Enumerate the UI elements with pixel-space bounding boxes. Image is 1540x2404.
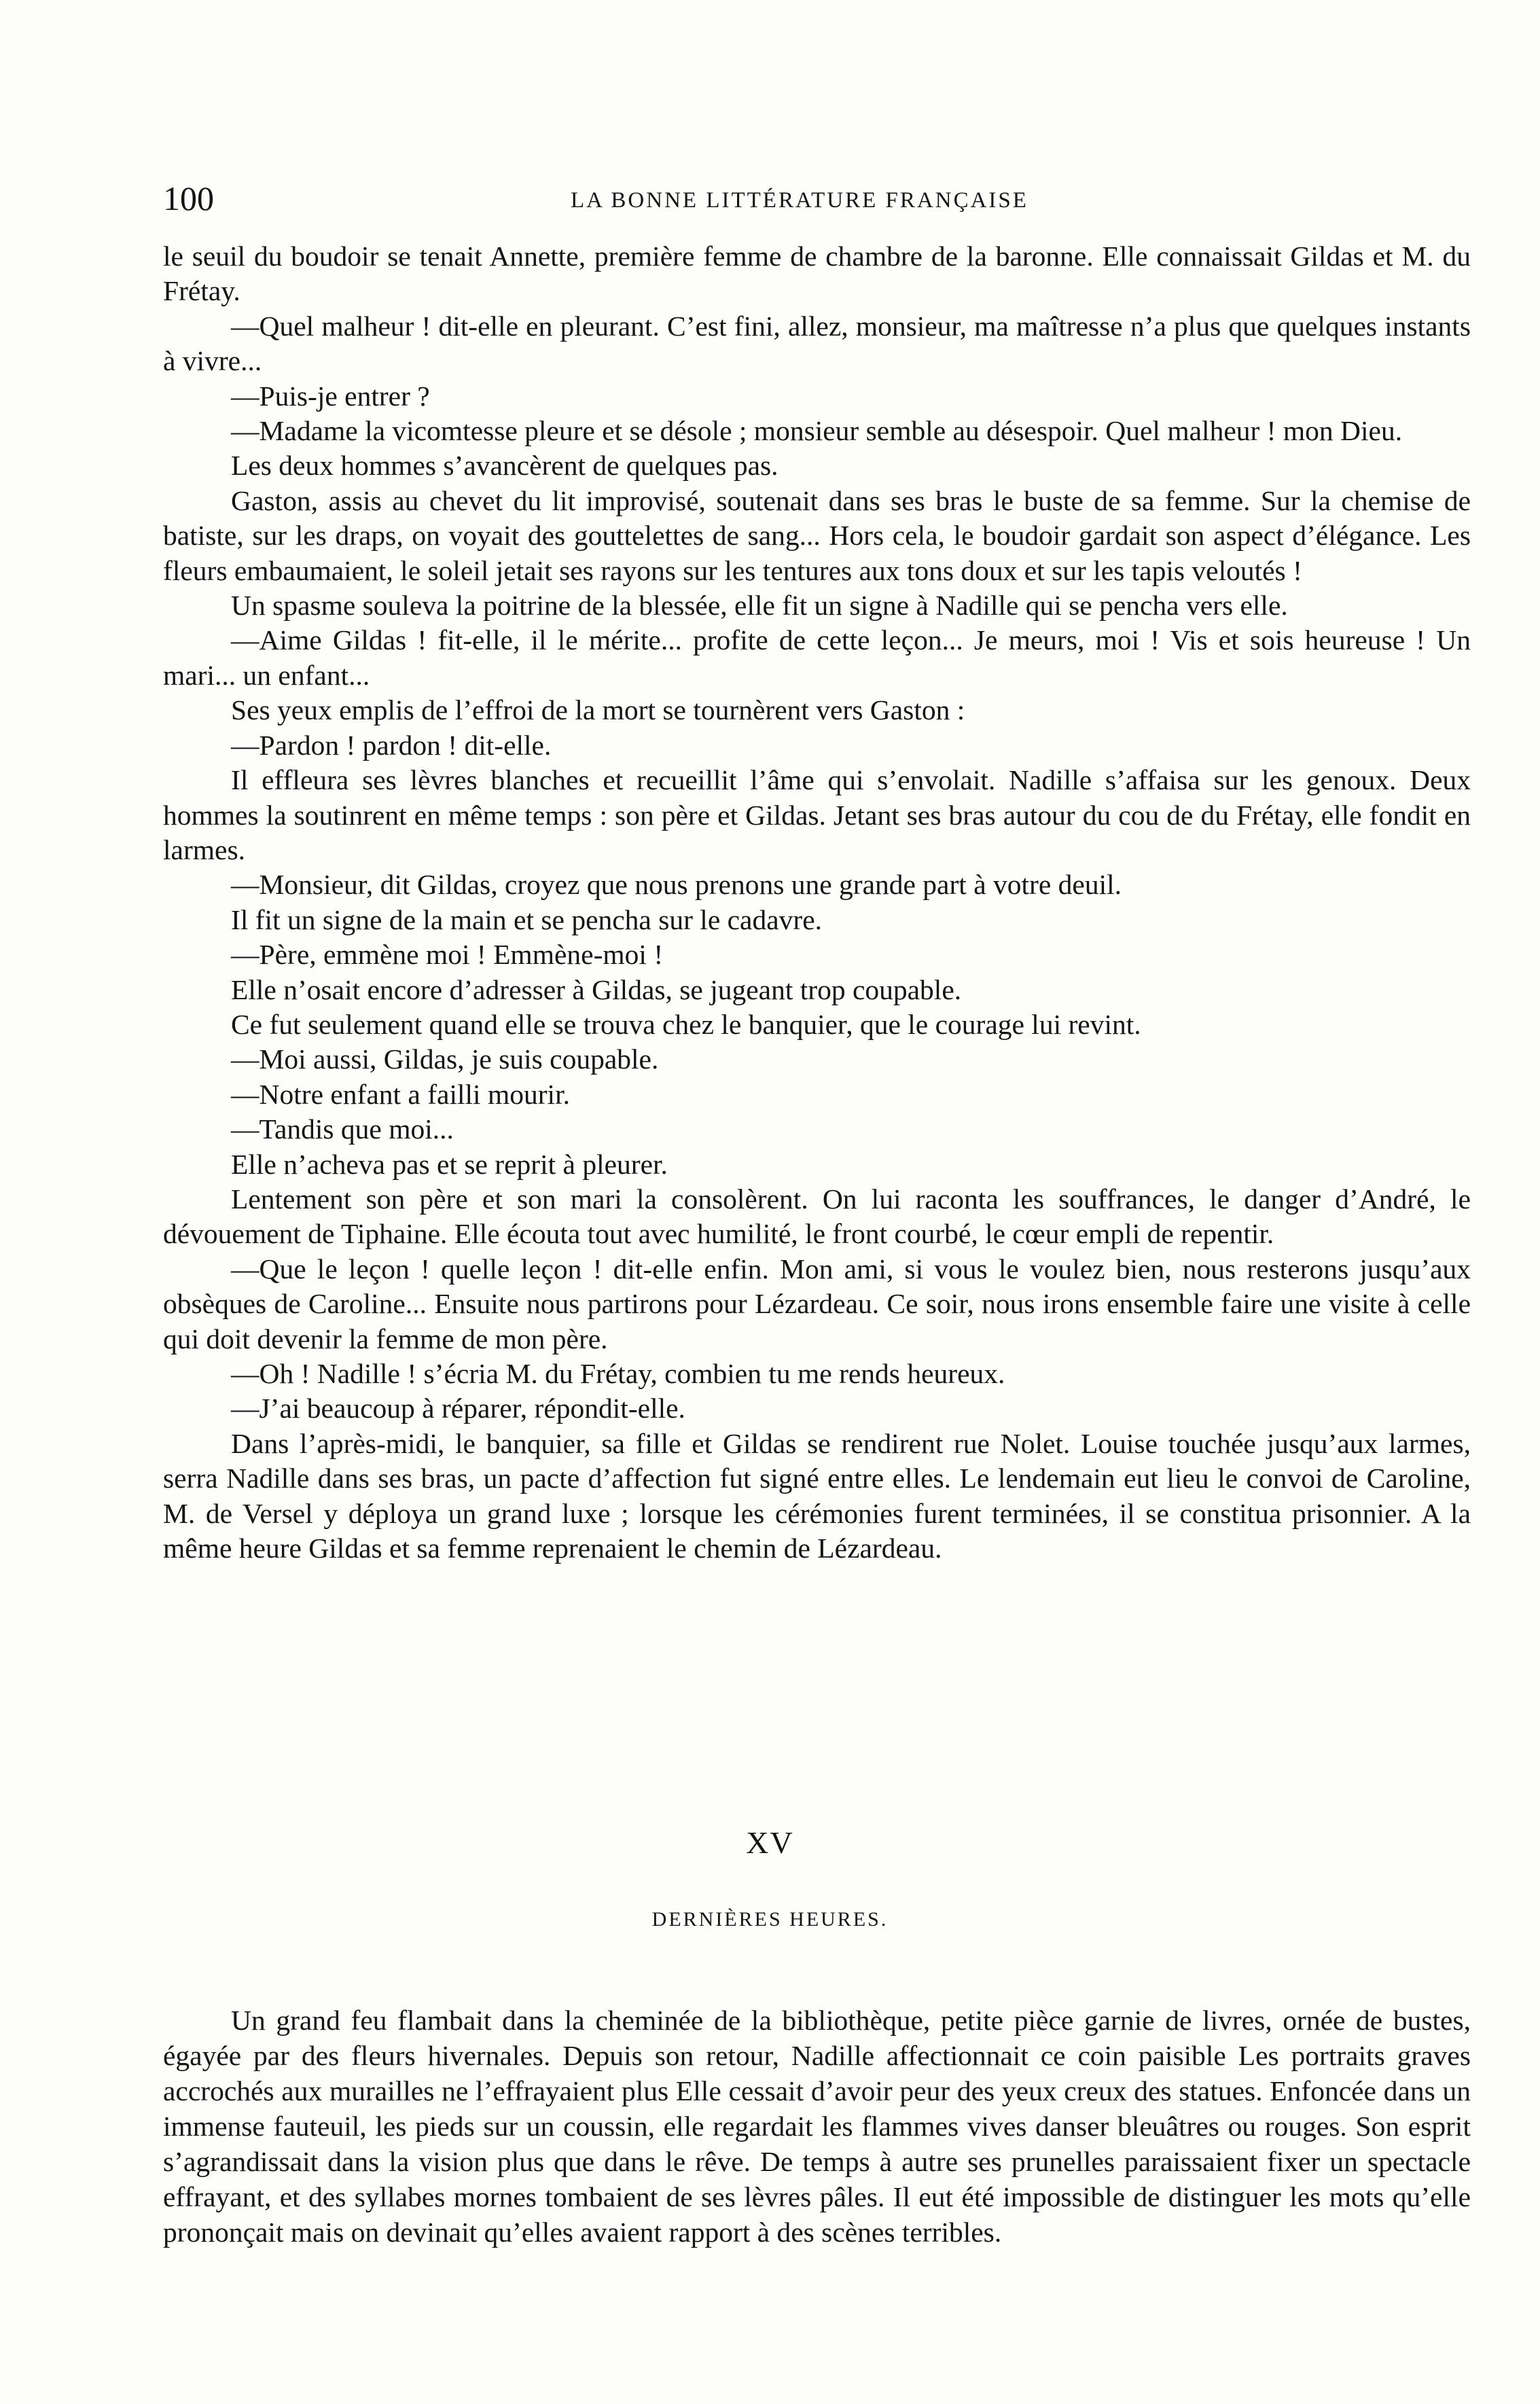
book-title: LA BONNE LITTÉRATURE FRANÇAISE: [571, 188, 1028, 213]
paragraph: Un spasme souleva la poitrine de la blessée, elle fit un signe à Nadille qui se pencha vers elle.: [231, 590, 1288, 622]
paragraph: —Puis-je entrer ?: [231, 380, 430, 412]
paragraph: —Aime Gildas ! fit-elle, il le mérite... profite de cette leçon... Je meurs, moi ! Vis et sois heureuse ! Un mari... un enfant...: [163, 624, 1471, 691]
paragraph: —Pardon ! pardon ! dit-elle.: [231, 729, 552, 761]
paragraph: —Quel malheur ! dit-elle en pleurant. C’est fini, allez, monsieur, ma maîtresse n’a plus que quelques instants à vivre...: [163, 310, 1471, 377]
paragraph: Un grand feu flambait dans la cheminée de la bibliothèque, petite pièce garnie de livres, ornée de bustes, égayée par des fleurs hivernales. Depuis son retour, Nadille affectionnait ce coin paisible Les portraits graves accrochés aux murailles ne l’effrayaient plus Elle cessait d’avoir peur des yeux creux des statues. Enfoncée dans un immense fauteuil, les pieds sur un coussin, elle regardait les flammes vives danser bleuâtres ou rouges. Son esprit s’agrandissait dans la vision plus que dans le rêve. De temps à autre ses prunelles paraissaient fixer un spectacle effrayant, et des syllabes mornes tombaient de ses lèvres pâles. Il eut été impossible de distinguer les mots qu’elle prononçait mais on devinait qu’elles avaient rapport à des scènes terribles.: [163, 2005, 1471, 2248]
paragraph: Elle n’acheva pas et se reprit à pleurer.: [231, 1148, 668, 1180]
page-number: 100: [163, 179, 214, 217]
paragraph: Gaston, assis au chevet du lit improvisé, soutenait dans ses bras le buste de sa femme. Sur la chemise de batiste, sur les draps, on voyait des gouttelettes de sang... Hors cela, le boudoir gardait son aspect d’élégance. Les fleurs embaumaient, le soleil jetait ses rayons sur les tentures aux tons doux et sur les tapis veloutés !: [163, 484, 1471, 586]
paragraph: —J’ai beaucoup à réparer, répondit-elle.: [231, 1393, 685, 1424]
paragraph: —Madame la vicomtesse pleure et se désole ; monsieur semble au désespoir. Quel malheur ! mon Dieu.: [231, 415, 1403, 447]
paragraph: Lentement son père et son mari la consolèrent. On lui raconta les souffrances, le danger d’André, le dévouement de Tiphaine. Elle écouta tout avec humilité, le front courbé, le cœur empli de repentir.: [163, 1183, 1471, 1250]
body-text: [163, 239, 1471, 1566]
paragraph: Ses yeux emplis de l’effroi de la mort se tournèrent vers Gaston :: [231, 694, 965, 726]
chapter-number: XV: [746, 1825, 794, 1860]
chapter-text: [163, 2003, 1471, 2250]
paragraph: —Monsieur, dit Gildas, croyez que nous prenons une grande part à votre deuil.: [231, 869, 1122, 901]
paragraph: Il effleura ses lèvres blanches et recueillit l’âme qui s’envolait. Nadille s’affaisa sur les genoux. Deux hommes la soutinrent en même temps : son père et Gildas. Jetant ses bras autour du cou de du Frétay, elle fondit en larmes.: [163, 764, 1471, 865]
chapter-title: DERNIÈRES HEURES.: [651, 1908, 889, 1931]
paragraph: —Notre enfant a failli mourir.: [231, 1078, 570, 1110]
paragraph: —Moi aussi, Gildas, je suis coupable.: [231, 1043, 659, 1075]
paragraph: Dans l’après-midi, le banquier, sa fille et Gildas se rendirent rue Nolet. Louise touchée jusqu’aux larmes, serra Nadille dans ses bras, un pacte d’affection fut signé entre elles. Le lendemain eut lieu le convoi de Caroline, M. de Versel y déploya un grand luxe ; lorsque les cérémonies furent terminées, il se constitua prisonnier. A la même heure Gildas et sa femme reprenaient le chemin de Lézardeau.: [163, 1427, 1471, 1564]
running-head: [163, 178, 1386, 219]
paragraph: —Père, emmène moi ! Emmène-moi !: [231, 939, 664, 971]
paragraph: Il fit un signe de la main et se pencha sur le cadavre.: [231, 903, 823, 935]
paragraph: —Tandis que moi...: [231, 1113, 454, 1145]
paragraph: le seuil du boudoir se tenait Annette, première femme de chambre de la baronne. Elle connaissait Gildas et M. du Frétay.: [163, 240, 1471, 307]
paragraph: —Que le leçon ! quelle leçon ! dit-elle enfin. Mon ami, si vous le voulez bien, nous resterons jusqu’aux obsèques de Caroline... Ensuite nous partirons pour Lézardeau. Ce soir, nous irons ensemble faire une visite à celle qui doit devenir la femme de mon père.: [163, 1253, 1471, 1355]
paragraph: Les deux hommes s’avancèrent de quelques pas.: [231, 450, 778, 482]
paragraph: Ce fut seulement quand elle se trouva chez le banquier, que le courage lui revint.: [231, 1008, 1141, 1040]
paragraph: —Oh ! Nadille ! s’écria M. du Frétay, combien tu me rends heureux.: [231, 1358, 1005, 1389]
paragraph: Elle n’osait encore d’adresser à Gildas, se jugeant trop coupable.: [231, 973, 962, 1005]
